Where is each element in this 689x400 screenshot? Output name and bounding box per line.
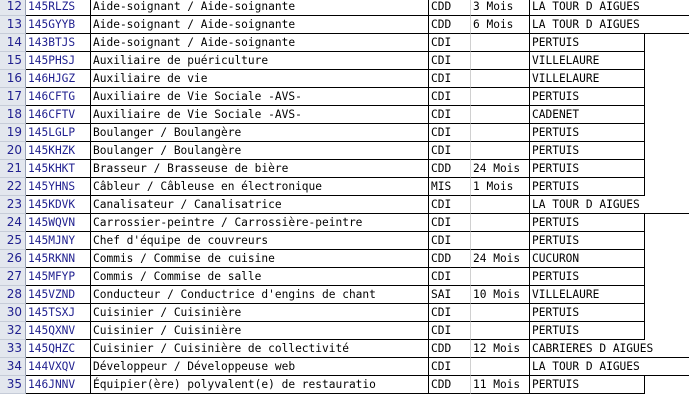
city-cell[interactable]: PERTUIS [530, 322, 645, 340]
city-cell[interactable]: PERTUIS [530, 34, 645, 52]
duration-cell[interactable]: 11 Mois [471, 376, 530, 394]
row-header[interactable]: 33 [0, 340, 26, 358]
city-cell[interactable]: LA TOUR D AIGUES [530, 0, 689, 16]
duration-cell[interactable]: 24 Mois [471, 160, 530, 178]
job-title-cell[interactable]: Boulanger / Boulangère [91, 124, 429, 142]
contract-type-cell[interactable]: CDI [429, 322, 471, 340]
row-header[interactable]: 15 [0, 52, 26, 70]
table-row[interactable] [0, 286, 689, 304]
contract-type-cell[interactable]: CDI [429, 196, 471, 214]
job-title-cell[interactable]: Cuisinier / Cuisinière de collectivité [91, 340, 429, 358]
table-row[interactable] [0, 88, 689, 106]
job-title-cell[interactable]: Auxiliaire de Vie Sociale -AVS- [91, 106, 429, 124]
city-cell[interactable]: PERTUIS [530, 214, 645, 232]
job-title-cell[interactable]: Conducteur / Conductrice d'engins de chant [91, 286, 429, 304]
row-header[interactable]: 24 [0, 214, 26, 232]
job-title-cell[interactable]: Commis / Commise de cuisine [91, 250, 429, 268]
reference-cell[interactable]: 145KDVK [26, 196, 91, 214]
city-cell[interactable]: VILLELAURE [530, 52, 645, 70]
job-title-cell[interactable]: Aide-soignant / Aide-soignante [91, 16, 429, 34]
row-header[interactable]: 16 [0, 70, 26, 88]
job-title-cell[interactable]: Commis / Commise de salle [91, 268, 429, 286]
duration-cell[interactable]: 1 Mois [471, 178, 530, 196]
job-title-cell[interactable]: Carrossier-peintre / Carrossière-peintre [91, 214, 429, 232]
contract-type-cell[interactable]: CDI [429, 106, 471, 124]
reference-cell[interactable]: 146CFTV [26, 106, 91, 124]
city-cell[interactable]: PERTUIS [530, 376, 645, 394]
reference-cell[interactable]: 143BTJS [26, 34, 91, 52]
row-header[interactable]: 35 [0, 376, 26, 394]
contract-type-cell[interactable]: CDI [429, 358, 471, 376]
reference-cell[interactable]: 146JNNV [26, 376, 91, 394]
table-row[interactable] [0, 16, 689, 34]
row-header[interactable]: 25 [0, 232, 26, 250]
reference-cell[interactable]: 145MJNY [26, 232, 91, 250]
duration-cell[interactable] [471, 268, 530, 286]
table-row[interactable] [0, 34, 689, 52]
reference-cell[interactable]: 145PHSJ [26, 52, 91, 70]
table-row[interactable] [0, 358, 689, 376]
row-header[interactable]: 32 [0, 322, 26, 340]
city-cell[interactable]: PERTUIS [530, 88, 645, 106]
job-title-cell[interactable]: Auxiliaire de Vie Sociale -AVS- [91, 88, 429, 106]
row-header[interactable]: 30 [0, 304, 26, 322]
contract-type-cell[interactable]: CDI [429, 124, 471, 142]
city-cell[interactable]: PERTUIS [530, 160, 645, 178]
reference-cell[interactable]: 145WQVN [26, 214, 91, 232]
duration-cell[interactable]: 10 Mois [471, 286, 530, 304]
row-header[interactable]: 20 [0, 142, 26, 160]
reference-cell[interactable]: 145GYYB [26, 16, 91, 34]
city-cell[interactable]: LA TOUR D AIGUES [530, 16, 689, 34]
contract-type-cell[interactable]: CDD [429, 16, 471, 34]
table-row[interactable] [0, 52, 689, 70]
city-cell[interactable]: PERTUIS [530, 142, 645, 160]
job-title-cell[interactable]: Boulanger / Boulangère [91, 142, 429, 160]
reference-cell[interactable]: 145QHZC [26, 340, 91, 358]
reference-cell[interactable]: 145RLZS [26, 0, 91, 16]
contract-type-cell[interactable]: MIS [429, 178, 471, 196]
city-cell[interactable]: PERTUIS [530, 304, 645, 322]
contract-type-cell[interactable]: CDI [429, 70, 471, 88]
duration-cell[interactable] [471, 322, 530, 340]
city-cell[interactable]: LA TOUR D AIGUES [530, 358, 689, 376]
city-cell[interactable]: VILLELAURE [530, 70, 645, 88]
job-title-cell[interactable]: Câbleur / Câbleuse en électronique [91, 178, 429, 196]
row-header[interactable]: 14 [0, 34, 26, 52]
table-row[interactable] [0, 376, 689, 394]
contract-type-cell[interactable]: CDI [429, 214, 471, 232]
contract-type-cell[interactable]: CDD [429, 340, 471, 358]
table-row[interactable] [0, 268, 689, 286]
duration-cell[interactable]: 24 Mois [471, 250, 530, 268]
job-title-cell[interactable]: Cuisinier / Cuisinière [91, 304, 429, 322]
reference-cell[interactable]: 146CFTG [26, 88, 91, 106]
row-header[interactable]: 23 [0, 196, 26, 214]
job-title-cell[interactable]: Auxiliaire de puériculture [91, 52, 429, 70]
row-header[interactable]: 28 [0, 286, 26, 304]
city-cell[interactable]: PERTUIS [530, 178, 645, 196]
contract-type-cell[interactable]: CDI [429, 52, 471, 70]
city-cell[interactable]: PERTUIS [530, 124, 645, 142]
duration-cell[interactable] [471, 124, 530, 142]
job-title-cell[interactable]: Développeur / Développeuse web [91, 358, 429, 376]
job-title-cell[interactable]: Brasseur / Brasseuse de bière [91, 160, 429, 178]
table-row[interactable] [0, 304, 689, 322]
row-header[interactable]: 13 [0, 16, 26, 34]
duration-cell[interactable] [471, 52, 530, 70]
row-header[interactable]: 27 [0, 268, 26, 286]
duration-cell[interactable] [471, 358, 530, 376]
reference-cell[interactable]: 145YHNS [26, 178, 91, 196]
table-row[interactable] [0, 124, 689, 142]
row-header[interactable]: 17 [0, 88, 26, 106]
row-header[interactable]: 19 [0, 124, 26, 142]
contract-type-cell[interactable]: CDD [429, 160, 471, 178]
job-title-cell[interactable]: Chef d'équipe de couvreurs [91, 232, 429, 250]
job-title-cell[interactable]: Canalisateur / Canalisatrice [91, 196, 429, 214]
table-row[interactable] [0, 160, 689, 178]
reference-cell[interactable]: 145KHZK [26, 142, 91, 160]
contract-type-cell[interactable]: CDD [429, 0, 471, 16]
reference-cell[interactable]: 145RKNN [26, 250, 91, 268]
duration-cell[interactable] [471, 106, 530, 124]
row-header[interactable]: 21 [0, 160, 26, 178]
duration-cell[interactable] [471, 34, 530, 52]
table-row[interactable] [0, 250, 689, 268]
contract-type-cell[interactable]: CDI [429, 88, 471, 106]
city-cell[interactable]: LA TOUR D AIGUES [530, 196, 689, 214]
city-cell[interactable]: PERTUIS [530, 232, 645, 250]
contract-type-cell[interactable]: CDI [429, 34, 471, 52]
contract-type-cell[interactable]: CDD [429, 376, 471, 394]
duration-cell[interactable]: 6 Mois [471, 16, 530, 34]
contract-type-cell[interactable]: SAI [429, 286, 471, 304]
reference-cell[interactable]: 145LGLP [26, 124, 91, 142]
table-row[interactable] [0, 196, 689, 214]
duration-cell[interactable] [471, 196, 530, 214]
reference-cell[interactable]: 145TSXJ [26, 304, 91, 322]
reference-cell[interactable]: 146HJGZ [26, 70, 91, 88]
city-cell[interactable]: CADENET [530, 106, 645, 124]
job-title-cell[interactable]: Équipier(ère) polyvalent(e) de restauratio [91, 376, 429, 394]
job-title-cell[interactable]: Auxiliaire de vie [91, 70, 429, 88]
duration-cell[interactable] [471, 70, 530, 88]
duration-cell[interactable]: 12 Mois [471, 340, 530, 358]
contract-type-cell[interactable]: CDI [429, 304, 471, 322]
table-row[interactable] [0, 106, 689, 124]
reference-cell[interactable]: 145VZND [26, 286, 91, 304]
table-row[interactable] [0, 0, 689, 16]
table-row[interactable] [0, 340, 689, 358]
table-row[interactable] [0, 322, 689, 340]
contract-type-cell[interactable]: CDI [429, 232, 471, 250]
row-header[interactable]: 18 [0, 106, 26, 124]
duration-cell[interactable] [471, 214, 530, 232]
duration-cell[interactable] [471, 142, 530, 160]
duration-cell[interactable] [471, 88, 530, 106]
duration-cell[interactable]: 3 Mois [471, 0, 530, 16]
row-header[interactable]: 22 [0, 178, 26, 196]
table-row[interactable] [0, 142, 689, 160]
row-header[interactable]: 26 [0, 250, 26, 268]
row-header[interactable]: 12 [0, 0, 26, 16]
reference-cell[interactable]: 145KHKT [26, 160, 91, 178]
job-title-cell[interactable]: Aide-soignant / Aide-soignante [91, 0, 429, 16]
city-cell[interactable]: CUCURON [530, 250, 645, 268]
reference-cell[interactable]: 145QXNV [26, 322, 91, 340]
contract-type-cell[interactable]: CDI [429, 142, 471, 160]
contract-type-cell[interactable]: CDD [429, 250, 471, 268]
duration-cell[interactable] [471, 232, 530, 250]
reference-cell[interactable]: 145MFYP [26, 268, 91, 286]
city-cell[interactable]: CABRIERES D AIGUES [530, 340, 689, 358]
reference-cell[interactable]: 144VXQV [26, 358, 91, 376]
contract-type-cell[interactable]: CDI [429, 268, 471, 286]
job-title-cell[interactable]: Cuisinier / Cuisinière [91, 322, 429, 340]
city-cell[interactable]: PERTUIS [530, 268, 645, 286]
table-row[interactable] [0, 70, 689, 88]
row-header[interactable]: 34 [0, 358, 26, 376]
table-row[interactable] [0, 178, 689, 196]
duration-cell[interactable] [471, 304, 530, 322]
job-title-cell[interactable]: Aide-soignant / Aide-soignante [91, 34, 429, 52]
table-row[interactable] [0, 232, 689, 250]
city-cell[interactable]: VILLELAURE [530, 286, 645, 304]
table-row[interactable] [0, 214, 689, 232]
